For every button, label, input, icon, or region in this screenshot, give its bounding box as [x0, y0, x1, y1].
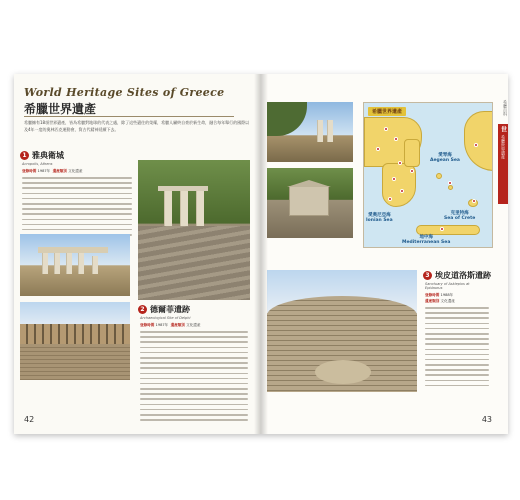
right-page: [261, 74, 508, 434]
section-meta: [140, 323, 200, 328]
year-label: 登錄時間: [22, 169, 37, 173]
section-subtitle: Sanctuary of Asklepios at Epidaurus: [425, 282, 470, 290]
map-marker: [472, 199, 476, 203]
intro-paragraph: 希臘擁有18項世界遺產，皆為希臘對地球的代表之處，除了這些遺往的榮耀，希臘人屬終自豪於新生命，融合每年舉行的國際以及4年一度的奧林匹克運動會，質古代精神延續下去。: [24, 120, 250, 132]
map-marker: [398, 161, 402, 165]
side-tab-text: 希臘世界遺產: [501, 135, 506, 159]
photo-erechtheion: [20, 234, 130, 296]
heading-english: World Heritage Sites of Greece: [24, 86, 225, 99]
map-marker: [400, 189, 404, 193]
sea-label-aegean: 愛琴海 Aegean Sea: [430, 153, 460, 163]
section-subtitle: Acropolis, Athens: [22, 162, 53, 166]
photo-delphi-temple: [267, 102, 353, 162]
section-body-text: [425, 307, 489, 390]
year-value: 1987年: [37, 169, 51, 173]
section-heading-delphi: [138, 304, 190, 315]
year-label: 登錄時間: [425, 293, 440, 297]
type-label: 遺產類別: [170, 323, 185, 327]
section-body-text: [22, 177, 132, 239]
section-number-badge: 3: [423, 271, 432, 280]
section-body-text: [140, 331, 248, 424]
sea-label-ionian: 愛奧尼亞海 Ionian Sea: [366, 213, 393, 223]
sea-label-mediterranean: 地中海 Mediterranean Sea: [402, 235, 451, 245]
type-value: 文化遺產: [440, 299, 455, 303]
section-title: 雅典衛城: [32, 151, 64, 160]
section-heading-epidaurus: [423, 270, 491, 281]
section-number-badge: 1: [20, 151, 29, 160]
left-page: [14, 74, 261, 434]
type-label: 遺產類別: [425, 299, 440, 303]
year-value: 1988年: [440, 293, 454, 297]
map-marker: [440, 227, 444, 231]
side-tab-label: 希臘百科: [503, 100, 508, 116]
side-tab-chapter[interactable]: [498, 124, 508, 204]
map-marker: [376, 147, 380, 151]
photo-delphi-treasury: [267, 168, 353, 238]
heading-chinese: 希臘世界遺產: [24, 102, 97, 116]
map-title: 希臘世界遺產: [368, 107, 406, 116]
section-meta-year: [425, 293, 453, 298]
map-marker: [384, 127, 388, 131]
type-value: 文化遺產: [186, 323, 201, 327]
section-meta: [22, 169, 82, 174]
page-number-left: 42: [24, 415, 35, 424]
map-marker: [392, 177, 396, 181]
year-value: 1987年: [155, 323, 169, 327]
photo-epidaurus-theatre: [267, 270, 417, 392]
section-title: 埃皮道洛斯遺跡: [435, 271, 491, 280]
map-marker: [448, 181, 452, 185]
photo-delphi-tholos: [138, 160, 250, 300]
map-marker: [410, 169, 414, 173]
photo-odeon-theatre: [20, 302, 130, 380]
greece-heritage-map: [363, 102, 493, 248]
page-number-right: 43: [481, 415, 492, 424]
section-title: 德爾菲遺跡: [150, 305, 190, 314]
sea-label-crete: 克里特海 Sea of Crete: [444, 211, 476, 221]
map-marker: [388, 197, 392, 201]
section-heading-acropolis: [20, 150, 64, 161]
type-label: 遺產類別: [52, 169, 67, 173]
heading-divider: [24, 116, 234, 117]
map-marker: [474, 143, 478, 147]
section-number-badge: 2: [138, 305, 147, 314]
book-gutter: [254, 74, 268, 434]
book-spread: [14, 74, 508, 434]
year-label: 登錄時間: [140, 323, 155, 327]
type-value: 文化遺產: [68, 169, 83, 173]
section-subtitle: Archaeological Site of Delphi: [140, 316, 191, 320]
side-tab-big-char: 世: [499, 126, 507, 132]
section-meta-type: [425, 299, 455, 304]
map-marker: [394, 137, 398, 141]
